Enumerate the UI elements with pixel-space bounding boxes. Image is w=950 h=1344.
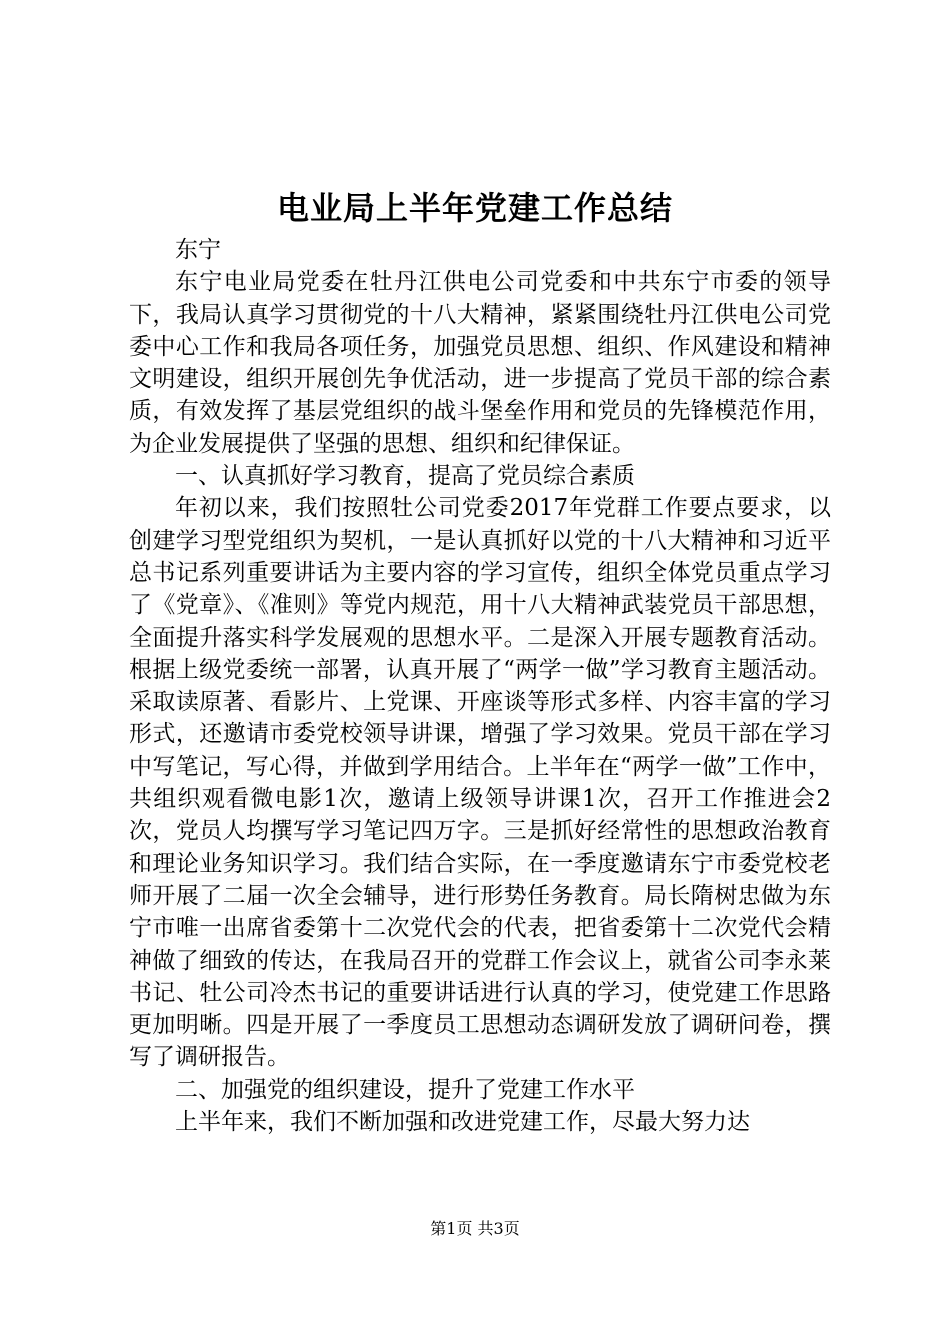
document-body [129,234,831,1138]
paragraph-intro: 东宁电业局党委在牡丹江供电公司党委和中共东宁市委的领导下，我局认真学习贯彻党的十八大精神，紧紧围绕牡丹江供电公司党委中心工作和我局各项任务，加强党员思想、组织、作风建设和精神文明建设，组织开展创先争优活动，进一步提高了党员干部的综合素质，有效发挥了基层党组织的战斗堡垒作用和党员的先锋模范作用，为企业发展提供了坚强的思想、组织和纪律保证。 [129,269,831,457]
paragraph-section-2: 上半年来，我们不断加强和改进党建工作，尽最大努力达 [175,1109,750,1136]
section-heading-2: 二、加强党的组织建设，提升了党建工作水平 [175,1076,635,1103]
page-number: 第1页 共3页 [430,1219,520,1238]
document-title: 电业局上半年党建工作总结 [276,189,673,227]
paragraph-section-1: 年初以来，我们按照牡公司党委2017年党群工作要点要求，以创建学习型党组织为契机，一是认真抓好以党的十八大精神和习近平总书记系列重要讲话为主要内容的学习宣传，组织全体党员重点学习了《党章》、《准则》等党内规范，用十八大精神武装党员干部思想，全面提升落实科学发展观的思想水平。二是深入开展专题教育活动。根据上级党委统一部署，认真开展了“两学一做”学习教育主题活动。采取读原著、看影片、上党课、开座谈等形式多样、内容丰富的学习形式，还邀请市委党校领导讲课，增强了学习效果。党员干部在学习中写笔记，写心得，并做到学用结合。上半年在“两学一做”工作中，共组织观看微电影1次，邀请上级领导讲课1次，召开工作推进会2次，党员人均撰写学习笔记四万字。三是抓好经常性的思想政治教育和理论业务知识学习。我们结合实际，在一季度邀请东宁市委党校老师开展了二届一次全会辅导，进行形势任务教育。局长隋树忠做为东宁市唯一出席省委第十二次党代会的代表，把省委第十二次党代会精神做了细致的传达，在我局召开的党群工作会议上，就省公司李永莱书记、牡公司冷杰书记的重要讲话进行认真的学习，使党建工作思路更加明晰。四是开展了一季度员工思想动态调研发放了调研问卷，撰写了调研报告。 [129,495,831,1071]
section-heading-1: 一、认真抓好学习教育，提高了党员综合素质 [175,463,635,490]
author-line: 东宁 [175,237,221,263]
